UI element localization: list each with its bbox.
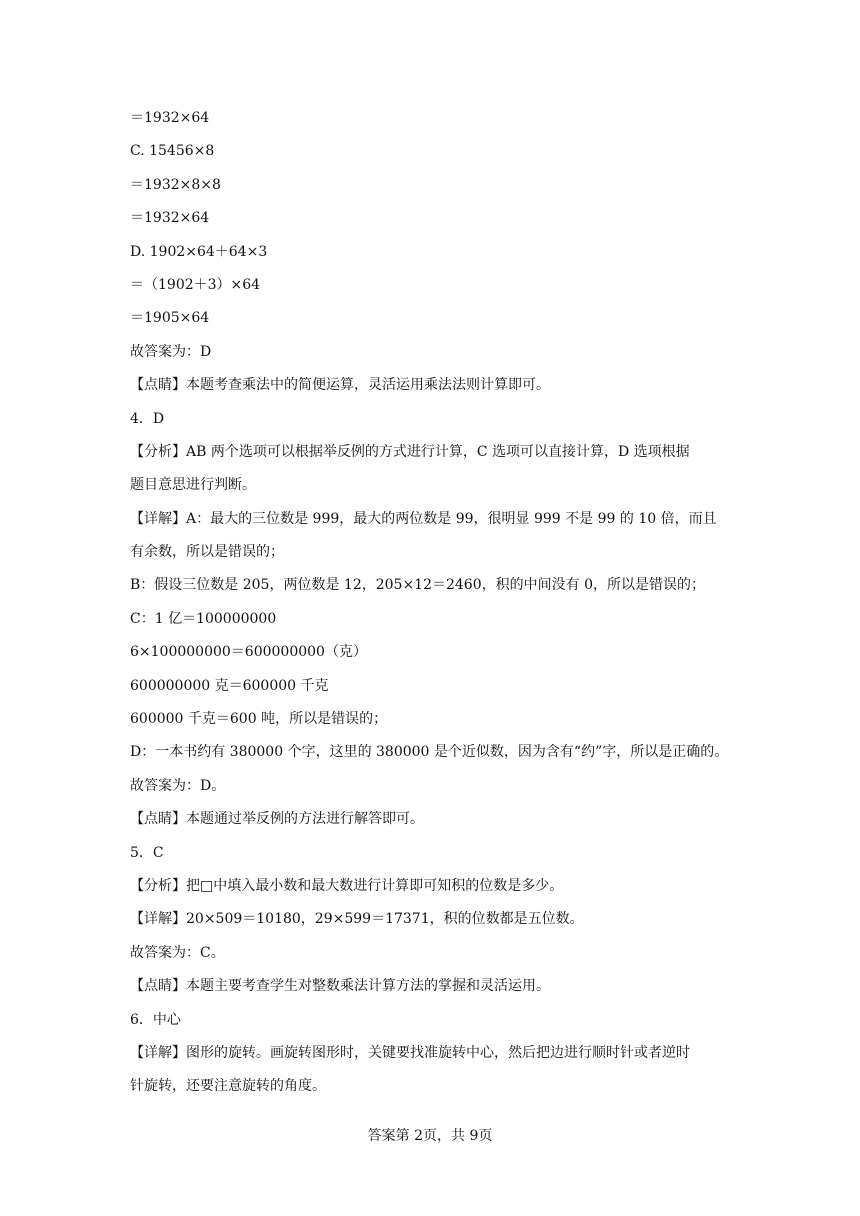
- analysis-paragraph: [130, 442, 740, 495]
- text-line: C：1 亿＝100000000: [130, 610, 277, 627]
- analysis-line: 【分析】把□中填入最小数和最大数进行计算即可知积的位数是多少。: [130, 877, 564, 894]
- paragraph-row: 【详解】A：最大的三位数是 999，最大的两位数是 99，很明显 999 不是 99 的 10 倍，而且: [130, 510, 717, 527]
- question-heading: 5．C: [130, 844, 164, 861]
- text-line: ＝1905×64: [130, 310, 210, 327]
- text-line: D. 1902×64＋64×3: [130, 243, 268, 260]
- comment-line: 【点睛】本题考查乘法中的简便运算，灵活运用乘法法则计算即可。: [130, 377, 550, 394]
- page-footer: 答案第 2页，共 9页: [367, 1128, 493, 1144]
- question-heading: 6．中心: [130, 1011, 181, 1028]
- text-line: ＝（1902＋3）×64: [130, 276, 261, 293]
- comment-line: 【点睛】本题主要考查学生对整数乘法计算方法的掌握和灵活运用。: [130, 978, 550, 995]
- detail-line: 【详解】20×509＝10180，29×599＝17371，积的位数都是五位数。: [130, 911, 584, 928]
- text-line: ＝1932×64: [130, 210, 210, 227]
- paragraph-row: 【分析】AB 两个选项可以根据举反例的方式进行计算，C 选项可以直接计算，D 选项根据: [130, 443, 690, 460]
- detail-paragraph: [130, 1043, 740, 1096]
- text-line: ＝1932×64: [130, 110, 210, 126]
- page-content: [130, 108, 740, 1110]
- text-line: D：一本书约有 380000 个字，这里的 380000 是个近似数，因为含有“约”字，所以是正确的。: [130, 744, 729, 761]
- paragraph-row: 有余数，所以是错误的；: [130, 544, 284, 561]
- text-line: C. 15456×8: [130, 143, 215, 160]
- text-line: 600000000 克＝600000 千克: [130, 677, 329, 694]
- text-line: B：假设三位数是 205，两位数是 12，205×12＝2460，积的中间没有 0，所以是错误的；: [130, 577, 705, 594]
- comment-line: 【点睛】本题通过举反例的方法进行解答即可。: [130, 811, 424, 828]
- text-line: 600000 千克＝600 吨，所以是错误的；: [130, 711, 388, 728]
- question-heading: 4．D: [130, 410, 165, 427]
- paragraph-row: 【详解】图形的旋转。画旋转图形时，关键要找准旋转中心，然后把边进行顺时针或者逆时: [130, 1044, 690, 1061]
- answer-line: 故答案为：D。: [130, 777, 226, 794]
- answer-line: 故答案为：D: [130, 343, 212, 360]
- detail-paragraph: [130, 509, 740, 562]
- paragraph-row: 针旋转，还要注意旋转的角度。: [130, 1078, 326, 1095]
- answer-line: 故答案为：C。: [130, 944, 225, 961]
- text-line: ＝1932×8×8: [130, 176, 221, 193]
- paragraph-row: 题目意思进行判断。: [130, 477, 256, 494]
- text-line: 6×100000000＝600000000（克）: [130, 644, 367, 661]
